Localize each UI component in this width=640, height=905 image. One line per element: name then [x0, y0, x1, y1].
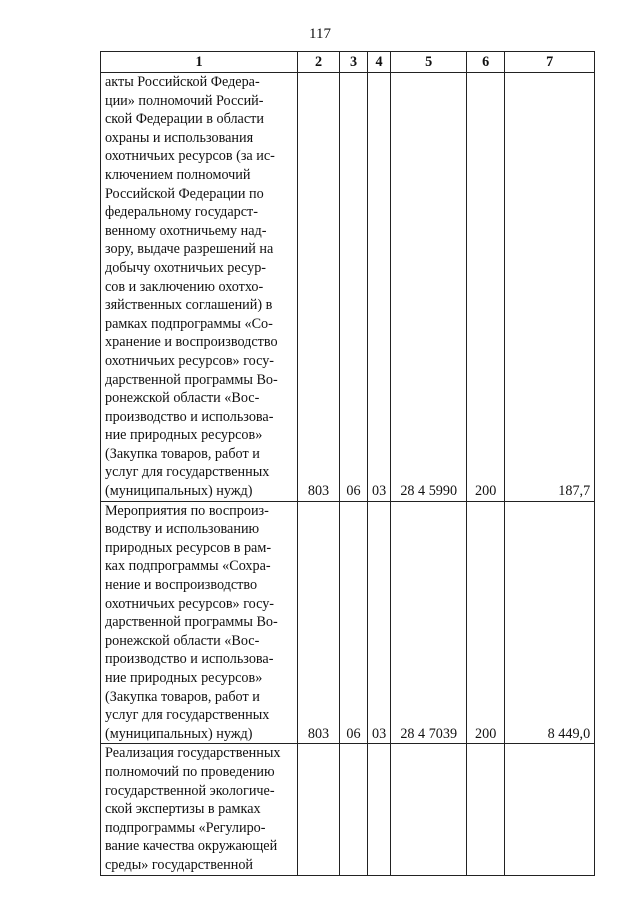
- header-col-5: 5: [391, 52, 467, 73]
- description-line: ках подпрограммы «Сохра-: [105, 558, 271, 575]
- description-line: (муниципальных) нужд): [105, 483, 253, 500]
- description-line: акты Российской Федера-: [105, 74, 260, 90]
- header-col-1: 1: [101, 52, 298, 73]
- table-row: [101, 501, 595, 744]
- description-line: дарственной программы Во-: [105, 371, 278, 388]
- description-line: хранение и воспроизводство: [105, 334, 278, 351]
- expense-type-code: [467, 744, 505, 875]
- description-line: ской Федерации в области: [105, 111, 264, 128]
- description-line: зору, выдаче разрешений на: [105, 241, 274, 258]
- expense-type-code: 200: [467, 73, 505, 502]
- target-article-code: 28 4 5990: [391, 73, 467, 502]
- section-code: 06: [340, 501, 368, 744]
- table-row: [101, 73, 595, 502]
- budget-table: [100, 51, 595, 876]
- header-col-3: 3: [340, 52, 368, 73]
- row-description: [101, 744, 298, 875]
- ministry-code: 803: [298, 501, 340, 744]
- description-line: зяйственных соглашений) в: [105, 297, 273, 314]
- amount-value: 8 449,0: [505, 501, 595, 744]
- section-code: 06: [340, 73, 368, 502]
- header-col-7: 7: [505, 52, 595, 73]
- description-line: ции» полномочий Россий-: [105, 92, 264, 109]
- description-line: ской экспертизы в рамках: [105, 801, 261, 818]
- subsection-code: 03: [368, 73, 391, 502]
- target-article-code: [391, 744, 467, 875]
- description-line: (Закупка товаров, работ и: [105, 688, 260, 705]
- description-line: среды» государственной: [105, 856, 254, 873]
- amount-value: [505, 744, 595, 875]
- description-line: охотничьих ресурсов (за ис-: [105, 148, 275, 165]
- description-line: (Закупка товаров, работ и: [105, 445, 260, 462]
- subsection-code: [368, 744, 391, 875]
- description-line: ронежской области «Вос-: [105, 390, 260, 407]
- description-line: производство и использова-: [105, 408, 274, 425]
- ministry-code: [298, 744, 340, 875]
- description-line: государственной экологиче-: [105, 782, 275, 799]
- description-line: охраны и использования: [105, 129, 254, 146]
- description-line: венному охотничьему над-: [105, 222, 267, 239]
- description-line: нение и воспроизводство: [105, 577, 258, 594]
- header-row: [101, 52, 595, 73]
- ministry-code: 803: [298, 73, 340, 502]
- description-line: вание качества окружающей: [105, 838, 278, 855]
- subsection-code: 03: [368, 501, 391, 744]
- description-line: федеральному государст-: [105, 204, 258, 221]
- description-line: услуг для государственных: [105, 464, 270, 481]
- header-col-4: 4: [368, 52, 391, 73]
- description-line: Российской Федерации по: [105, 185, 264, 202]
- description-line: (муниципальных) нужд): [105, 725, 253, 742]
- row-description: [101, 73, 298, 502]
- description-line: ключением полномочий: [105, 166, 251, 183]
- row-description: [101, 501, 298, 744]
- description-line: охотничьих ресурсов» госу-: [105, 352, 275, 369]
- description-line: производство и использова-: [105, 651, 274, 668]
- description-line: природных ресурсов в рам-: [105, 539, 272, 556]
- table-row: [101, 744, 595, 875]
- description-line: Мероприятия по воспроиз-: [105, 502, 269, 519]
- expense-type-code: 200: [467, 501, 505, 744]
- description-line: охотничьих ресурсов» госу-: [105, 595, 275, 612]
- page-number: 117: [309, 26, 331, 42]
- header-col-2: 2: [298, 52, 340, 73]
- description-line: полномочий по проведению: [105, 763, 275, 780]
- target-article-code: 28 4 7039: [391, 501, 467, 744]
- header-col-6: 6: [467, 52, 505, 73]
- section-code: [340, 744, 368, 875]
- description-line: сов и заключению охотхо-: [105, 278, 264, 295]
- description-line: ронежской области «Вос-: [105, 632, 260, 649]
- description-line: водству и использованию: [105, 521, 260, 538]
- description-line: дарственной программы Во-: [105, 614, 278, 631]
- description-line: услуг для государственных: [105, 707, 270, 724]
- description-line: Реализация государственных: [105, 745, 281, 762]
- description-line: ние природных ресурсов»: [105, 670, 263, 686]
- description-line: добычу охотничьих ресур-: [105, 259, 267, 276]
- description-line: подпрограммы «Регулиро-: [105, 819, 266, 836]
- description-line: рамках подпрограммы «Со-: [105, 315, 273, 332]
- description-line: ние природных ресурсов»: [105, 427, 263, 444]
- amount-value: 187,7: [505, 73, 595, 502]
